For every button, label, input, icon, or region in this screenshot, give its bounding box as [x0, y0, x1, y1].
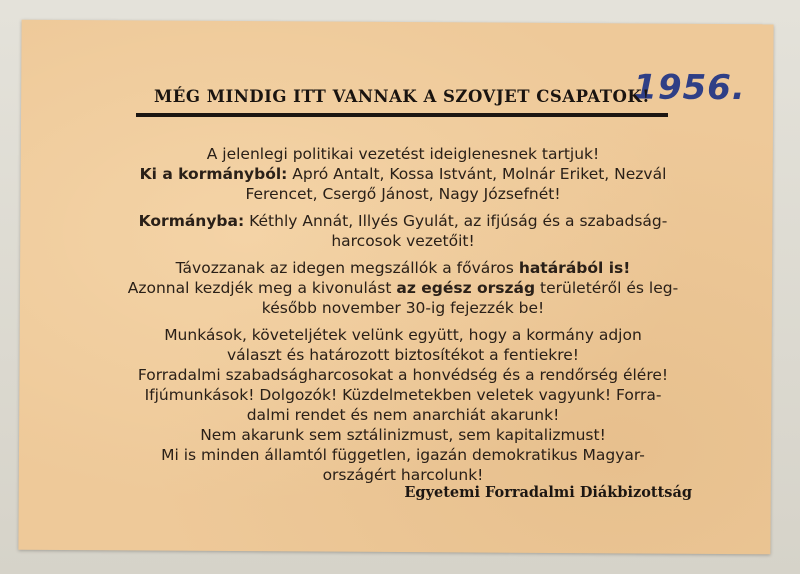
paragraph-5-line-1	[112, 278, 694, 298]
paragraph-3-text: Kéthly Annát, Illyés Gyulát, az ifjúság és a szabadság-	[244, 212, 668, 230]
paragraph-6-line-1: Munkások, követeljétek velünk együtt, hogy a kormány adjon	[164, 326, 642, 344]
paragraph-8-line-1: Nem akarunk sem sztálinizmust, sem kapitalizmust!	[200, 426, 606, 444]
paragraph-1: A jelenlegi politikai vezetést ideiglenesnek tartjuk!	[206, 145, 600, 163]
signature: Egyetemi Forradalmi Diákbizottság	[404, 484, 692, 501]
leaflet-headline: MÉG MINDIG ITT VANNAK A SZOVJET CSAPATOK!	[154, 87, 650, 106]
handwritten-year: 1956.	[633, 67, 746, 109]
paragraph-8-line-3: országért harcolunk!	[322, 466, 484, 484]
paragraph-2-line-2: Ferencet, Csergő Jánost, Nagy Józsefnét!	[245, 185, 561, 203]
paragraph-7-line-3: dalmi rendet és nem anarchiát akarunk!	[246, 406, 560, 424]
paragraph-4-text: Távozzanak az idegen megszállók a főváros	[175, 259, 519, 277]
paragraph-4-bold: határából is!	[518, 259, 631, 277]
paragraph-2-line-1	[112, 164, 694, 184]
paragraph-5-line-2: később november 30-ig fejezzék be!	[261, 299, 545, 317]
paragraph-7-line-1: Forradalmi szabadságharcosokat a honvédség és a rendőrség élére!	[137, 366, 669, 384]
paragraph-5-text-b: területéről és leg-	[535, 279, 679, 297]
paragraph-7-line-2: Ifjúmunkások! Dolgozók! Küzdelmetekben veletek vagyunk! Forra-	[144, 386, 662, 404]
paragraph-8-line-2: Mi is minden államtól független, igazán demokratikus Magyar-	[161, 446, 645, 464]
paragraph-6-line-2: választ és határozott biztosítékot a fentiekre!	[226, 346, 579, 364]
paragraph-5-bold: az egész ország	[396, 279, 536, 297]
paragraph-5-text-a: Azonnal kezdjék meg a kivonulást	[127, 279, 397, 297]
paragraph-2-label: Ki a kormányból:	[139, 165, 288, 183]
headline-underline	[136, 113, 668, 117]
paragraph-4	[112, 258, 694, 278]
paragraph-3-label: Kormányba:	[138, 212, 245, 230]
paragraph-3-line-1	[112, 211, 694, 231]
paragraph-2-text: Apró Antalt, Kossa Istvánt, Molnár Eriket, Nezvál	[287, 165, 667, 183]
paragraph-3-line-2: harcosok vezetőit!	[331, 232, 475, 250]
leaflet-body	[112, 144, 694, 485]
